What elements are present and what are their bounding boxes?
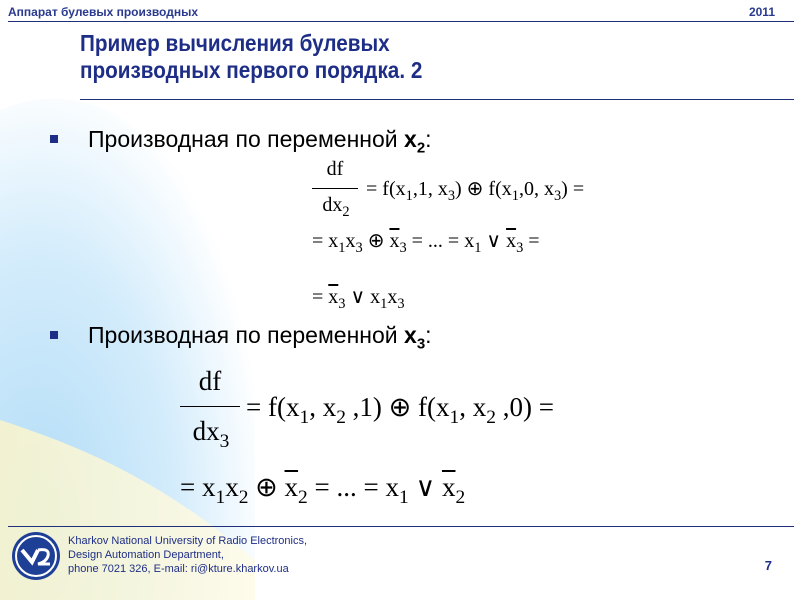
slide-title-line2: производных первого порядка. 2 (80, 57, 423, 83)
slide-title-line1: Пример вычисления булевых (80, 30, 390, 56)
bullet-text: Производная по переменной (88, 322, 405, 348)
header-presentation-title: Аппарат булевых производных (8, 5, 199, 19)
footer-contact (68, 534, 307, 576)
footer-line3: phone 7021 326, E-mail: ri@kture.kharkov.ua (68, 563, 289, 575)
formula1-fraction-bar (312, 188, 358, 189)
bullet-square-icon (50, 331, 58, 339)
bullet-var-sub: 3 (416, 335, 426, 353)
formula2-line2: = $x_1x_2$ ⊕ $\overline{x}_2$ = ... = $x_1$ ∨ $\overline{x}_2$ (180, 472, 466, 508)
slide-title (80, 30, 422, 84)
bullet-var: x (404, 126, 417, 152)
formula1-denominator-sub: 2 (342, 204, 350, 221)
footer-line1: Kharkov National University of Radio Electronics, (68, 535, 308, 547)
formula2-denominator-sub: 3 (219, 430, 230, 452)
formula2-denominator: dx (192, 416, 220, 446)
footer-divider (8, 526, 794, 527)
formula1-fraction (312, 158, 360, 228)
bullet-var-sub: 2 (416, 139, 426, 157)
formula2-fraction-bar (180, 406, 240, 407)
formula2-numerator: df (198, 366, 222, 396)
formula1-line3: = $\overline{x}_3$ ∨ $x_1x_3$ (312, 286, 405, 313)
bullet-square-icon (50, 135, 58, 143)
formula2-line1: = $f(x_1$, $x_2$ ,1) ⊕ $f(x_1$, $x_2$ ,0) = (246, 392, 554, 428)
page-number: 7 (764, 558, 772, 573)
header-year: 2011 (748, 5, 775, 19)
bullet-text: Производная по переменной (88, 126, 405, 152)
bullet-var: x (404, 322, 417, 348)
footer-line2: Design Automation Department, (68, 549, 224, 561)
formula1-numerator: df (326, 158, 344, 180)
university-logo-icon (10, 530, 62, 582)
formula1-line2: = $x_1x_3$ ⊕ $\overline{x}_3$ = ... = $x_1$ ∨ $\overline{x}_3$ = (312, 230, 540, 257)
header-divider (8, 21, 794, 22)
formula1-denominator: dx (322, 194, 343, 216)
title-divider (80, 99, 794, 100)
formula1-line1: = $f(x_1,1$, $x_3$) ⊕ $f(x_1,0$, $x_3$) = (366, 178, 585, 205)
formula2-fraction (180, 366, 242, 456)
